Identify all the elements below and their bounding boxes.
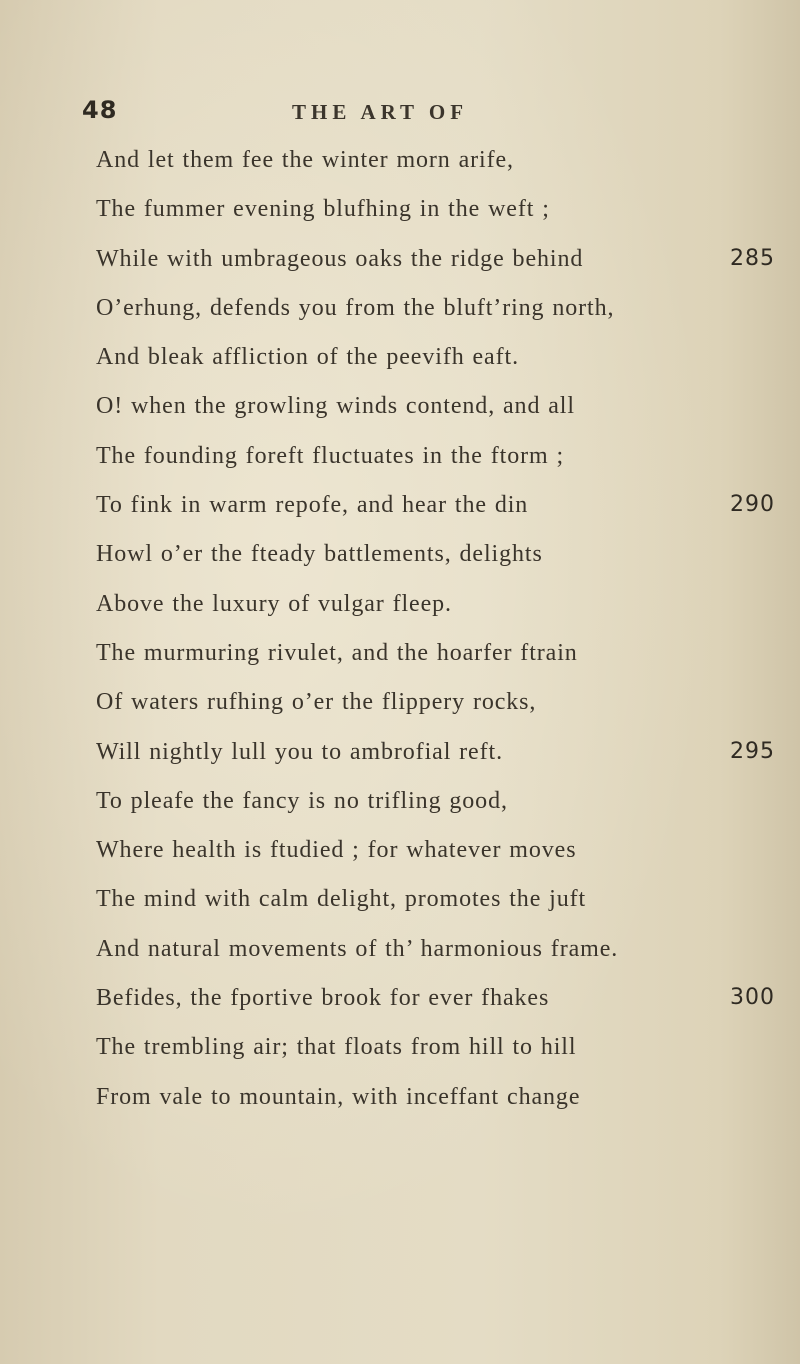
line-number-margin (730, 0, 790, 1364)
poem-line: Where health is ftudied ; for whatever moves (96, 837, 577, 864)
poem-line: O’erhung, defends you from the bluft’ring north, (96, 294, 615, 321)
poem-line: And natural movements of th’ harmonious frame. (96, 935, 619, 962)
line-number: 295 (730, 738, 775, 764)
poem-line: The murmuring rivulet, and the hoarfer ftrain (96, 639, 578, 666)
line-number: 290 (730, 492, 775, 518)
poem-line: Befides, the fportive brook for ever fhakes (96, 985, 550, 1012)
poem-line: The mind with calm delight, promotes the juft (96, 886, 587, 913)
running-head: THE ART OF (292, 100, 469, 124)
poem-line: Will nightly lull you to ambrofial reft. (96, 738, 503, 765)
poem-line: Of waters rufhing o’er the flippery rocks, (96, 689, 537, 716)
poem-line: And let them fee the winter morn arife, (96, 147, 514, 173)
poem-line: Howl o’er the fteady battlements, delights (96, 541, 543, 568)
poem-line: The founding foreft fluctuates in the ftorm ; (96, 442, 565, 469)
line-number: 300 (730, 985, 775, 1011)
poem-line: The fummer evening blufhing in the weft ; (96, 196, 550, 223)
page-number: 48 (82, 96, 118, 124)
poem-line: To pleafe the fancy is no trifling good, (96, 787, 508, 814)
poem-line: The trembling air; that floats from hill to hill (96, 1034, 577, 1061)
line-number: 285 (730, 245, 775, 271)
poem-line: While with umbrageous oaks the ridge behind (96, 245, 584, 272)
poem-line: And bleak affliction of the peevifh eaft. (96, 344, 519, 371)
poem-text (96, 136, 696, 1122)
poem-line: To fink in warm repofe, and hear the din (96, 492, 529, 519)
poem-line: O! when the growling winds contend, and all (96, 393, 575, 420)
poem-line: From vale to mountain, with inceffant change (96, 1083, 581, 1110)
poem-line: Above the luxury of vulgar fleep. (96, 590, 452, 617)
